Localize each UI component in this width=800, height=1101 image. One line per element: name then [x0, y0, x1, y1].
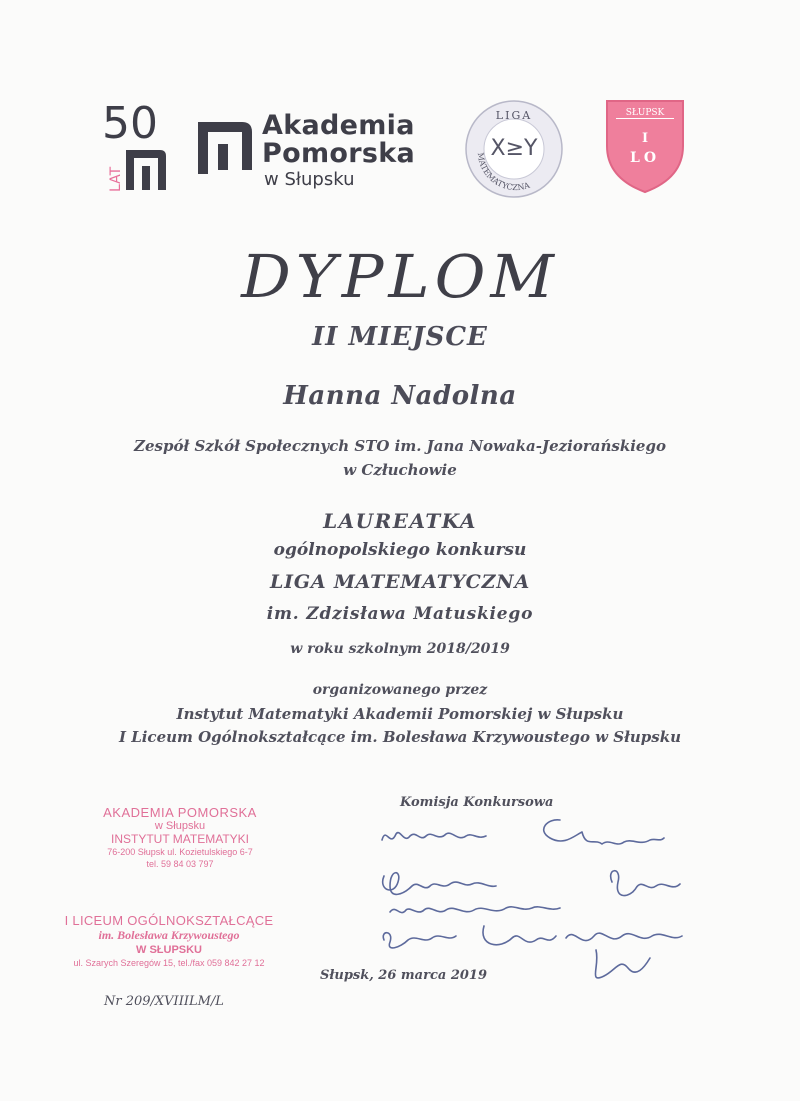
signature-1 [382, 833, 486, 840]
laureate-label: LAUREATKA [323, 509, 477, 533]
contest-name: LIGA MATEMATYCZNA [270, 571, 530, 593]
anniversary-50-logo [100, 100, 170, 195]
organized-by: organizowanego przez [312, 682, 488, 698]
svg-text:50: 50 [102, 100, 158, 149]
institute-stamp-line3: INSTYTUT MATEMATYKI [110, 832, 249, 846]
diploma-title: DYPLOM [241, 241, 559, 312]
school-year: w roku szkolnym 2018/2019 [290, 641, 510, 657]
school-name: Zespół Szkół Społecznych STO im. Jana Nowaka-Jeziorańskiego [134, 437, 666, 455]
university-name-line1: Akademia [262, 110, 415, 141]
award-place: II MIEJSCE [312, 322, 488, 352]
university-name [262, 112, 415, 192]
place-and-date: Słupsk, 26 marca 2019 [320, 968, 488, 983]
school-stamp [64, 913, 274, 970]
svg-text:LIGA: LIGA [495, 109, 533, 122]
svg-text:LAT: LAT [108, 166, 124, 192]
svg-text:MATEMATYCZNA: MATEMATYCZNA [475, 152, 531, 193]
organizer-school: I Liceum Ogólnokształcące im. Bolesława Krzywoustego w Słupsku [118, 728, 682, 746]
league-seal-logo [460, 95, 568, 203]
institute-stamp-line2: w Słupsku [154, 820, 206, 832]
organizer-institute: Instytut Matematyki Akademii Pomorskiej w Słupsku [176, 705, 624, 723]
svg-text:X≥Y: X≥Y [490, 136, 538, 161]
signature-8 [566, 933, 682, 940]
signature-7 [483, 926, 556, 945]
contest-patron: im. Zdzisława Matuskiego [266, 604, 534, 624]
school-shield-logo [604, 98, 686, 194]
signature-9 [595, 950, 650, 978]
institute-stamp-line4: 76-200 Słupsk ul. Kozietulskiego 6-7 [107, 847, 253, 857]
commission-signatures [360, 808, 700, 998]
university-name-line2: Pomorska [262, 138, 415, 169]
svg-text:I: I [641, 131, 649, 146]
signature-3 [383, 873, 496, 895]
institute-stamp-line1: AKADEMIA POMORSKA [103, 805, 257, 820]
commission-label: Komisja Konkursowa [400, 795, 554, 810]
school-stamp-line1: I LICEUM OGÓLNOKSZTAŁCĄCE [64, 913, 274, 928]
school-stamp-line3: W SŁUPSKU [136, 944, 202, 956]
recipient-name: Hanna Nadolna [283, 381, 517, 411]
signature-2 [544, 820, 664, 844]
school-town: w Człuchowie [343, 461, 457, 479]
institute-stamp [80, 806, 280, 870]
school-stamp-line4: ul. Szarych Szeregów 15, tel./fax 059 842 27 12 [73, 958, 265, 968]
school-stamp-line2: im. Bolesława Krzywoustego [98, 928, 240, 942]
signature-4 [390, 907, 560, 913]
signature-5 [611, 871, 680, 896]
svg-text:SŁUPSK: SŁUPSK [625, 108, 665, 118]
university-name-line3: w Słupsku [264, 169, 355, 190]
contest-type: ogólnopolskiego konkursu [273, 540, 527, 560]
signature-6 [383, 933, 456, 948]
institute-stamp-line5: tel. 59 84 03 797 [146, 859, 214, 869]
diploma-number: Nr 209/XVIIILM/L [104, 994, 224, 1009]
svg-text:LO: LO [629, 150, 661, 166]
